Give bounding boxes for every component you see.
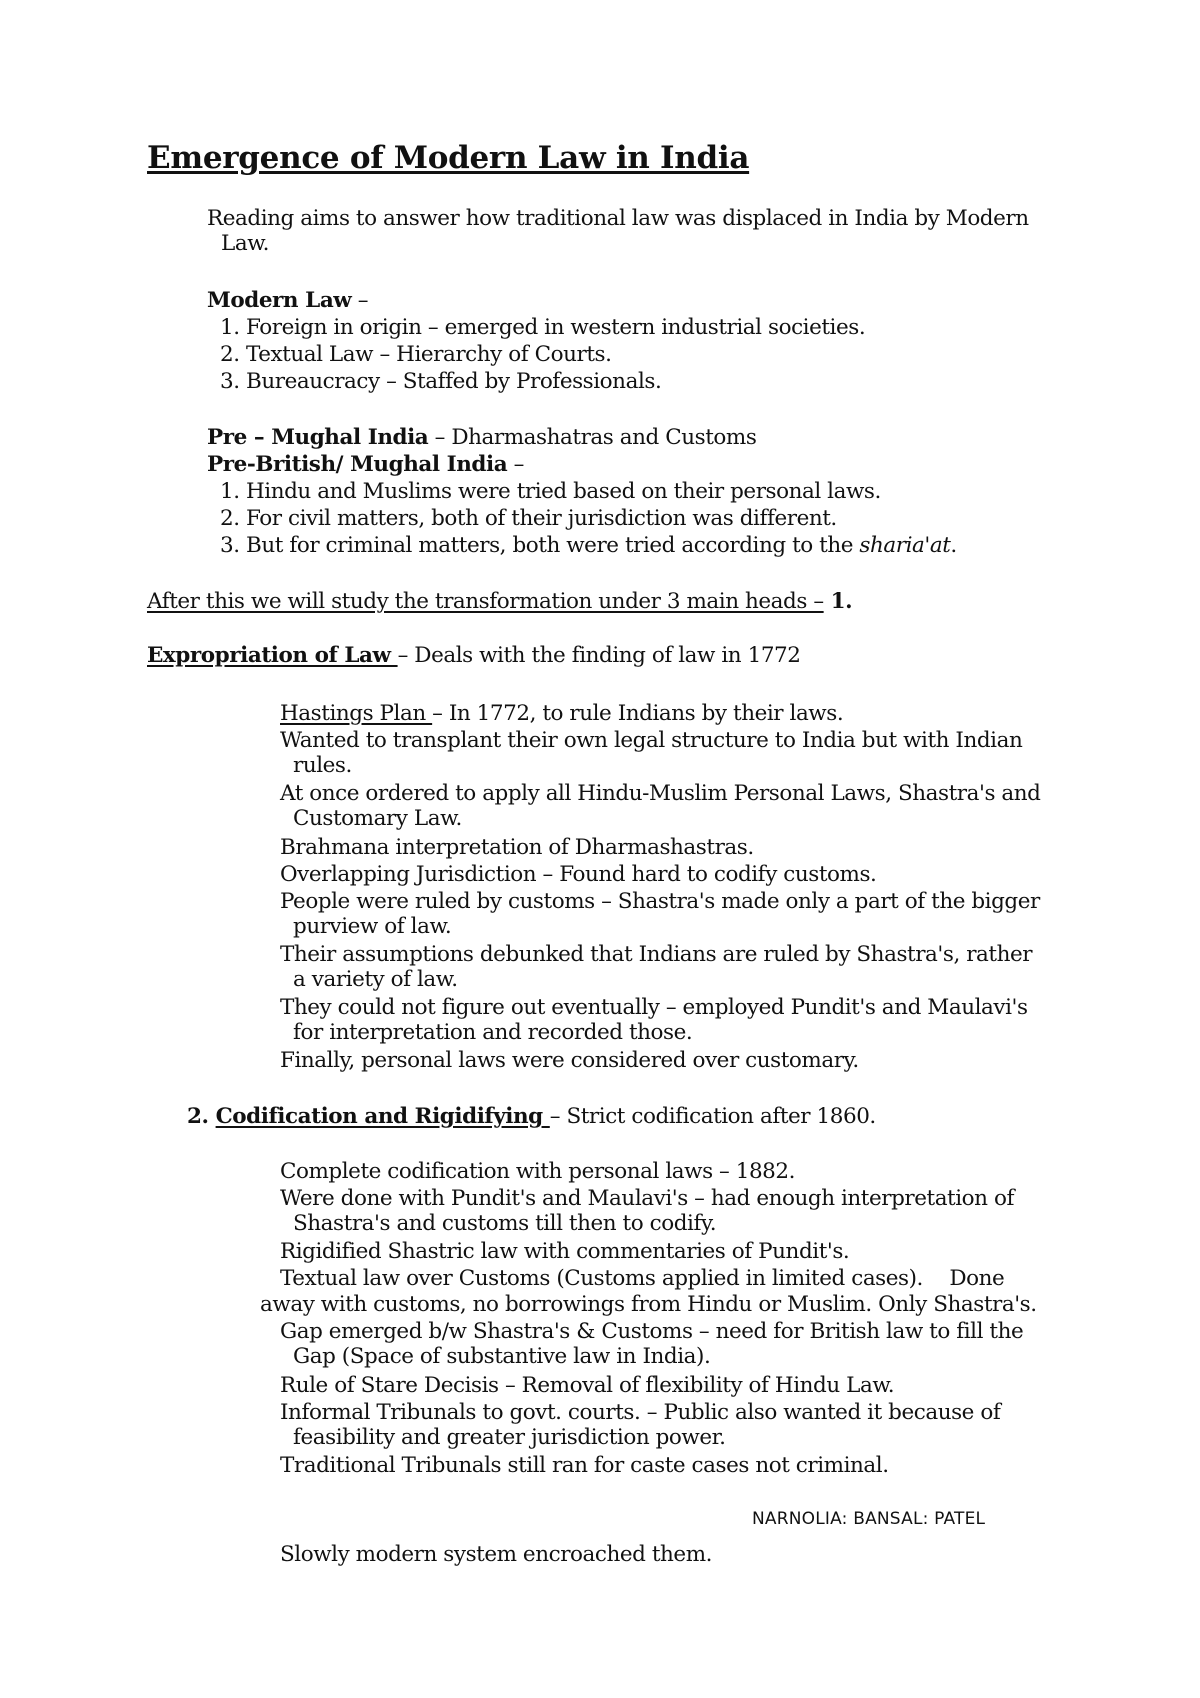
section-1-line-continued: Customary Law.: [293, 806, 462, 831]
section-1-line-continued: purview of law.: [293, 914, 452, 939]
pre-mughal-line: Pre – Mughal India – Dharmashatras and Customs: [207, 425, 757, 450]
section-2-line: Were done with Pundit's and Maulavi's – had enough interpretation of: [280, 1186, 1014, 1211]
section-1-line: Overlapping Jurisdiction – Found hard to codify customs.: [280, 862, 877, 887]
section-2-line: Textual law over Customs (Customs applied in limited cases). Done: [280, 1266, 1005, 1291]
section-1-line: Wanted to transplant their own legal structure to India but with Indian: [280, 728, 1023, 753]
pre-british-item: 3. But for criminal matters, both were tried according to the sharia'at.: [220, 533, 957, 558]
section-2-line: Gap emerged b/w Shastra's & Customs – need for British law to fill the: [280, 1319, 1024, 1344]
section-1-line: Their assumptions debunked that Indians are ruled by Shastra's, rather: [280, 942, 1033, 967]
section-2-line-continued: Gap (Space of substantive law in India).: [293, 1344, 711, 1369]
intro-line-continued: Law.: [221, 231, 269, 256]
section-1-line: Hastings Plan – In 1772, to rule Indians by their laws.: [280, 701, 844, 726]
section-1-line-continued: for interpretation and recorded those.: [293, 1020, 693, 1045]
section-1-line: People were ruled by customs – Shastra's made only a part of the bigger: [280, 889, 1040, 914]
pre-british-item: 2. For civil matters, both of their jurisdiction was different.: [220, 506, 837, 531]
section-2-line-continued: feasibility and greater jurisdiction power.: [293, 1425, 726, 1450]
intro-line: Reading aims to answer how traditional law was displaced in India by Modern: [207, 206, 1029, 231]
modern-law-item: 3. Bureaucracy – Staffed by Professionals.: [220, 369, 662, 394]
section-2-line: Complete codification with personal laws – 1882.: [280, 1159, 796, 1184]
section-1-line: At once ordered to apply all Hindu-Muslim Personal Laws, Shastra's and: [280, 781, 1041, 806]
section-1-line: Brahmana interpretation of Dharmashastras.: [280, 835, 754, 860]
modern-law-heading: Modern Law –: [207, 288, 369, 313]
modern-law-item: 2. Textual Law – Hierarchy of Courts.: [220, 342, 612, 367]
section-2-line-continued: away with customs, no borrowings from Hindu or Muslim. Only Shastra's.: [260, 1292, 1037, 1317]
section-1-line: They could not figure out eventually – employed Pundit's and Maulavi's: [280, 995, 1028, 1020]
section-1-line-continued: a variety of law.: [293, 967, 458, 992]
pre-british-heading: Pre-British/ Mughal India –: [207, 452, 524, 477]
modern-law-item: 1. Foreign in origin – emerged in western industrial societies.: [220, 315, 866, 340]
section-2-line: Slowly modern system encroached them.: [280, 1542, 713, 1567]
section-2-heading: 2. Codification and Rigidifying – Strict codification after 1860.: [187, 1104, 876, 1129]
page-footer: NARNOLIA: BANSAL: PATEL: [752, 1509, 986, 1529]
section-2-line-continued: Shastra's and customs till then to codify.: [293, 1211, 717, 1236]
section-2-line: Rule of Stare Decisis – Removal of flexibility of Hindu Law.: [280, 1373, 895, 1398]
section-1-line-continued: rules.: [293, 753, 352, 778]
section-2-line: Traditional Tribunals still ran for caste cases not criminal.: [280, 1453, 889, 1478]
pre-british-item: 1. Hindu and Muslims were tried based on their personal laws.: [220, 479, 881, 504]
page-title: Emergence of Modern Law in India: [147, 140, 750, 176]
section-1-heading: Expropriation of Law – Deals with the finding of law in 1772: [147, 643, 801, 668]
section-1-line: Finally, personal laws were considered over customary.: [280, 1048, 859, 1073]
section-2-line: Informal Tribunals to govt. courts. – Public also wanted it because of: [280, 1400, 1001, 1425]
transition-line: After this we will study the transformation under 3 main heads – 1.: [147, 589, 853, 614]
section-2-line: Rigidified Shastric law with commentaries of Pundit's.: [280, 1239, 850, 1264]
